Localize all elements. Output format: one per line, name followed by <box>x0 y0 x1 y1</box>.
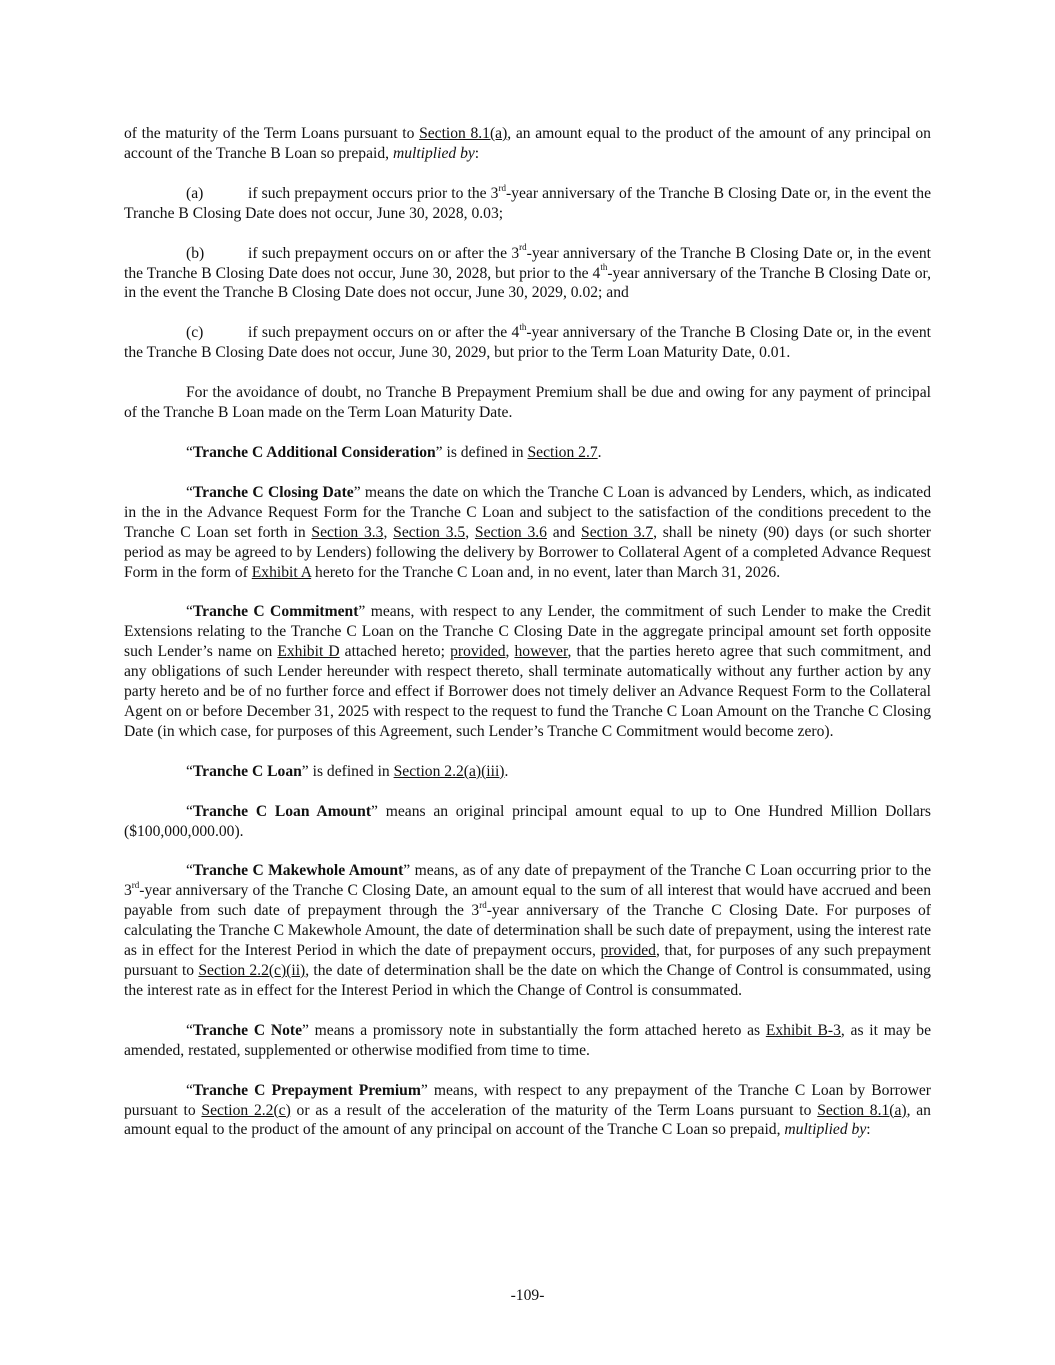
text: or as a result of the acceleration of the maturity of the Term Loans pursuant to <box>290 1101 818 1119</box>
text: ” means, with respect to any prepayment of the Tranche C Loan by Borrower pursuant to <box>124 1081 931 1119</box>
section-ref: Section 3.7 <box>581 523 654 541</box>
text: -year anniversary of the Tranche B Closing Date or, in the event the Tranche B Closing Date does not occur, June 30, 2029, 0.02; and <box>124 264 931 302</box>
exhibit-ref: Exhibit D <box>277 643 340 661</box>
section-ref: Section 3.5 <box>393 523 466 541</box>
quote: “ <box>186 802 193 820</box>
text: -year anniversary of the Tranche C Closing Date. For purposes of calculating the Tranche C Makewhole Amount, the date of determination shall be such date of prepayment, using the interest rate as in effect for the Interest Period in which the date of prepayment occurs, <box>124 902 931 960</box>
section-ref: Section 8.1(a) <box>817 1101 907 1119</box>
quote: “ <box>186 1021 193 1039</box>
text: For the avoidance of doubt, no Tranche B Prepayment Premium shall be due and owing for any payment of principal of the Tranche B Loan made on the Term Loan Maturity Date. <box>124 384 931 422</box>
underlined-term: provided <box>600 942 656 960</box>
clause-a <box>124 184 931 224</box>
paragraph-avoidance-of-doubt <box>124 383 931 423</box>
text: hereto for the Tranche C Loan and, in no event, later than March 31, 2026. <box>311 563 781 581</box>
text: attached hereto; <box>339 643 451 661</box>
document-page <box>124 124 931 1160</box>
clause-b <box>124 244 931 304</box>
clause-label: (c) <box>186 324 204 342</box>
text: ” means a promissory note in substantially the form attached hereto as <box>302 1021 766 1039</box>
text: ” means an original principal amount equal to up to One Hundred Million Dollars ($100,000,000.00). <box>124 802 932 840</box>
text: : <box>474 144 480 162</box>
underlined-term: however <box>514 643 568 661</box>
text: ” means the date on which the Tranche C Loan is advanced by Lenders, which, as indicated in the in the Advance Request Form for the Tranche C Loan and subject to the satisfaction of the conditions precedent to the Tranche C Loan set forth in <box>124 483 932 541</box>
text: : <box>866 1121 871 1139</box>
clause-c <box>124 323 931 363</box>
text: , the date of determination shall be the date on which the Change of Control is consummated, using the interest rate as in effect for the Interest Period in which the Change of Control is consummated. <box>124 962 931 999</box>
quote: “ <box>186 443 193 461</box>
quote: “ <box>186 1081 193 1099</box>
defined-term: Tranche C Makewhole Amount <box>192 862 404 880</box>
text: if such prepayment occurs on or after the 3 <box>248 244 520 262</box>
text: , an amount equal to the product of the amount of any principal on account of the Tranche C Loan so prepaid, <box>124 1101 931 1139</box>
underlined-term: provided <box>450 643 506 661</box>
text: if such prepayment occurs prior to the 3 <box>248 184 499 202</box>
text: and <box>546 523 582 541</box>
page-number: -109- <box>510 1287 545 1304</box>
text: -year anniversary of the Tranche B Closing Date or, in the event the Tranche B Closing Date does not occur, June 30, 2028, 0.03; <box>124 184 931 222</box>
text: , an amount equal to the product of the amount of any principal on account of the Tranche B Loan so prepaid, <box>124 125 931 162</box>
defined-term: Tranche C Loan <box>192 762 302 780</box>
superscript: th <box>600 262 608 273</box>
text: ” is defined in <box>435 443 528 461</box>
superscript: rd <box>479 900 487 911</box>
superscript: th <box>519 322 527 333</box>
text: -year anniversary of the Tranche C Closing Date, an amount equal to the sum of all interest that would have accrued and been payable from such date of prepayment through the 3 <box>124 882 931 920</box>
defined-term: Tranche C Note <box>192 1021 302 1039</box>
text: -year anniversary of the Tranche B Closing Date or, in the event the Tranche B Closing Date does not occur, June 30, 2028, but prior to the 4 <box>124 244 931 282</box>
text: , <box>383 523 394 541</box>
text: , that the parties hereto agree that such commitment, and any obligations of such Lender hereunder with respect thereto, shall terminate automatically without any further action by any party hereto and be of no further force and effect if Borrower does not timely deliver an Advance Request Form to the Collateral Agent on or before December 31, 2025 with respect to the request to fund the Tranche C Loan Amount on the Tranche C Closing Date (in which case, for purposes of this Agreement, such Lender’s Tranche C Commitment would become zero). <box>124 643 931 740</box>
section-ref: Section 2.2(c)(ii) <box>198 962 306 979</box>
paragraph-intro <box>124 124 931 164</box>
quote: “ <box>186 762 193 780</box>
text: ” means, with respect to any Lender, the commitment of such Lender to make the Credit Extensions relating to the Tranche C Loan on the Tranche C Closing Date in the aggregate principal amount set forth opposite such Lender’s name on <box>124 603 932 661</box>
superscript: rd <box>498 182 506 193</box>
quote: “ <box>186 862 193 880</box>
definition-makewhole-amount <box>124 861 931 1000</box>
defined-term: Tranche C Loan Amount <box>192 802 372 820</box>
section-ref: Section 3.3 <box>311 523 384 541</box>
text: , that, for purposes of any such prepayment pursuant to <box>124 942 931 979</box>
text: , <box>465 523 475 541</box>
definition-commitment <box>124 602 931 741</box>
clause-label: (a) <box>186 184 204 202</box>
clause-label: (b) <box>186 244 205 262</box>
defined-term: Tranche C Commitment <box>192 603 359 621</box>
definition-prepayment-premium <box>124 1081 931 1141</box>
defined-term: Tranche C Prepayment Premium <box>192 1081 421 1099</box>
text: . <box>597 443 602 461</box>
defined-term: Tranche C Additional Consideration <box>192 443 436 461</box>
definition-closing-date <box>124 483 931 583</box>
text: ” means, as of any date of prepayment of the Tranche C Loan occurring prior to the 3 <box>124 862 931 900</box>
superscript: rd <box>519 242 527 253</box>
definition-loan <box>124 762 931 782</box>
defined-term: Tranche C Closing Date <box>192 483 354 501</box>
text: , <box>505 643 515 661</box>
section-ref: Section 2.2(c) <box>201 1101 291 1119</box>
text: if such prepayment occurs on or after the 4 <box>248 324 520 342</box>
text: , as it may be amended, restated, supplemented or otherwise modified from time to time. <box>124 1021 932 1059</box>
section-ref: Section 3.6 <box>474 523 547 541</box>
section-ref-8-1a: Section 8.1(a) <box>419 125 508 142</box>
text: of the maturity of the Term Loans pursuant to <box>124 125 420 142</box>
quote: “ <box>186 483 193 501</box>
section-ref: Section 2.7 <box>527 443 598 461</box>
exhibit-ref: Exhibit B-3 <box>765 1021 841 1039</box>
text: , shall be ninety (90) days (or such shorter period as may be agreed to by Lenders) following the delivery by Borrower to Collateral Agent of a completed Advance Request Form in the form of <box>124 523 931 581</box>
text: ” is defined in <box>301 762 394 780</box>
emphasis: multiplied by <box>784 1121 867 1139</box>
emphasis: multiplied by <box>392 144 475 162</box>
text: . <box>504 762 509 780</box>
definition-loan-amount <box>124 802 931 842</box>
definition-additional-consideration <box>124 443 931 463</box>
superscript: rd <box>131 880 140 891</box>
exhibit-ref: Exhibit A <box>251 563 312 581</box>
quote: “ <box>186 603 193 621</box>
definition-note <box>124 1021 931 1061</box>
section-ref: Section 2.2(a)(iii) <box>393 762 505 780</box>
text: -year anniversary of the Tranche B Closing Date or, in the event the Tranche B Closing Date does not occur, June 30, 2029, but prior to the Term Loan Maturity Date, 0.01. <box>124 324 931 362</box>
